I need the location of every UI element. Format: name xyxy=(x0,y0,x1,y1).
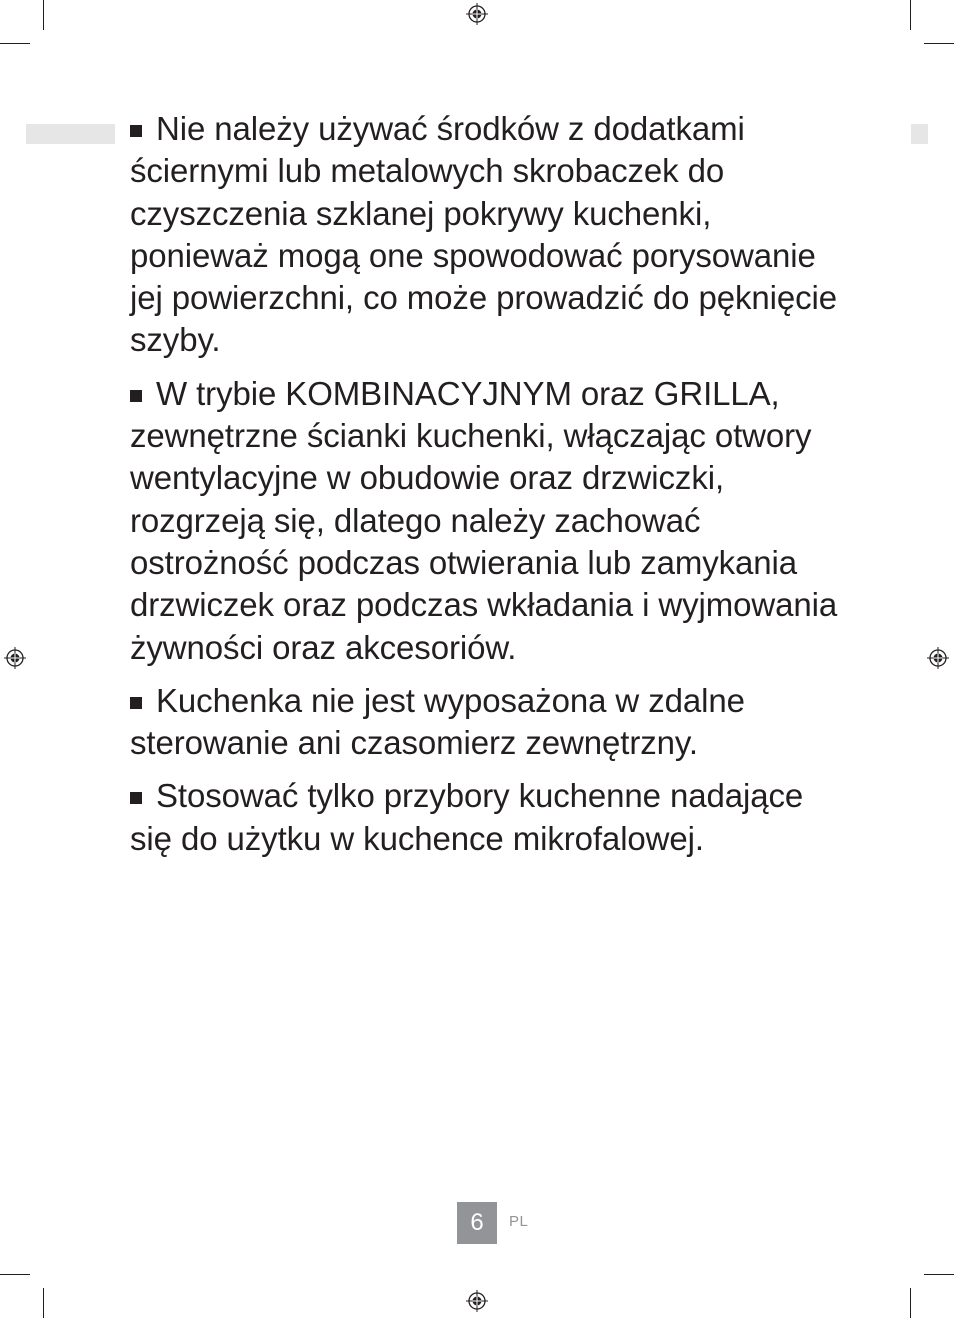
crop-mark xyxy=(0,1274,30,1275)
crop-mark xyxy=(910,1288,911,1318)
page-number: 6 xyxy=(457,1202,497,1244)
bullet-paragraph-3 xyxy=(130,680,840,765)
crop-mark xyxy=(43,1288,44,1318)
paragraph-text: Kuchenka nie jest wyposażona w zdalne sterowanie ani czasomierz zewnętrzny. xyxy=(130,681,745,762)
bullet-paragraph-4 xyxy=(130,775,840,860)
crop-mark xyxy=(0,43,30,44)
square-bullet-icon xyxy=(130,390,142,402)
crop-mark xyxy=(910,0,911,30)
language-label: PL xyxy=(509,1213,529,1230)
square-bullet-icon xyxy=(130,125,142,137)
side-tab-right xyxy=(911,124,928,144)
crop-mark xyxy=(43,0,44,30)
crop-mark xyxy=(924,1274,954,1275)
registration-mark-icon xyxy=(466,3,488,25)
square-bullet-icon xyxy=(130,792,142,804)
registration-mark-icon xyxy=(466,1290,488,1312)
bullet-paragraph-1 xyxy=(130,108,840,362)
crop-mark xyxy=(924,43,954,44)
square-bullet-icon xyxy=(130,697,142,709)
bullet-list xyxy=(130,108,840,871)
registration-mark-icon xyxy=(927,647,949,669)
side-tab-left xyxy=(26,124,115,144)
paragraph-text: W trybie KOMBINACYJNYM oraz GRILLA, zewnętrzne ścianki kuchenki, włączając otwory wentylacyjne w obudowie oraz drzwiczki, rozgrzeją się, dlatego należy zachować ostrożność podczas otwierania lub zamykania drzwiczek oraz podczas wkładania i wyjmowania żywności oraz akcesoriów. xyxy=(130,374,838,666)
registration-mark-icon xyxy=(4,647,26,669)
paragraph-text: Stosować tylko przybory kuchenne nadające się do użytku w kuchence mikrofalowej. xyxy=(130,777,804,857)
bullet-paragraph-2 xyxy=(130,373,840,669)
paragraph-text: Nie należy używać środków z dodatkami ściernymi lub metalowych skrobaczek do czyszczenia szklanej pokrywy kuchenki, ponieważ mogą one spowodować porysowanie jej powierzchni, co może prowadzić do pęknięcie szyby. xyxy=(130,110,837,359)
